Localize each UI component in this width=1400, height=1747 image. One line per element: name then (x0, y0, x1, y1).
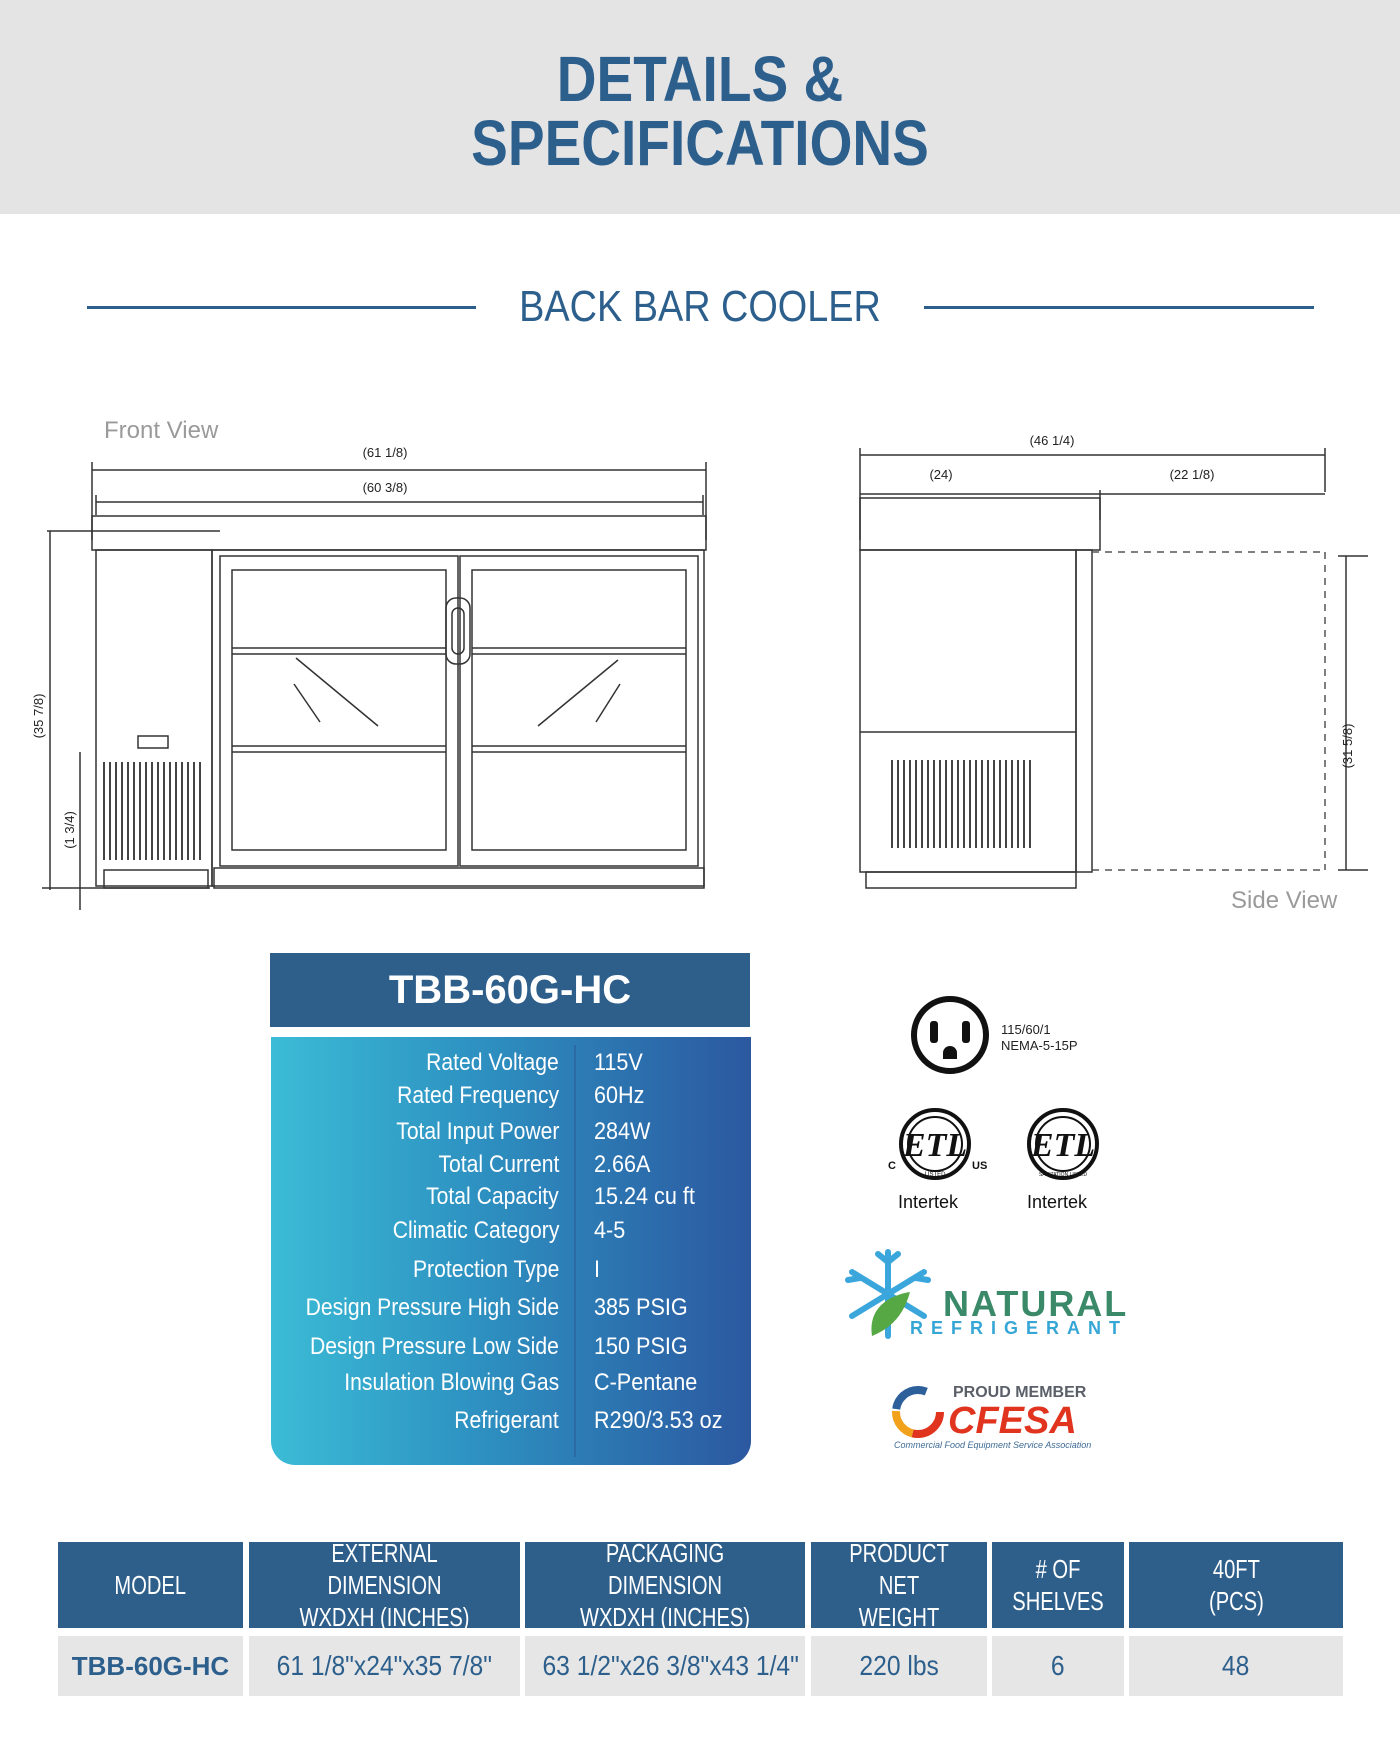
header-line: SHELVES (1012, 1586, 1104, 1616)
spec-value: 60Hz (594, 1082, 645, 1109)
spec-value: 2.66A (594, 1151, 651, 1178)
header-line: 40FT (1212, 1554, 1260, 1584)
spec-value: 150 PSIG (594, 1333, 688, 1360)
spec-value: 115V (594, 1049, 643, 1076)
etl-ring-text-2: SANITATION LISTED (1038, 1172, 1088, 1178)
spec-row (271, 1256, 751, 1290)
nema-plug-icon (910, 995, 990, 1075)
spec-row (271, 1294, 751, 1328)
dim-side-overall: (46 1/4) (1029, 433, 1075, 448)
spec-value: 4-5 (594, 1217, 626, 1244)
dim-front-base: (1 3/4) (62, 811, 77, 849)
front-view-drawing (42, 462, 706, 910)
spec-value: I (594, 1256, 601, 1283)
technical-drawings (0, 400, 1400, 920)
side-view-drawing (860, 448, 1368, 888)
side-grille (892, 760, 1030, 848)
natural-subtitle: REFRIGERANT (910, 1318, 1128, 1338)
table-header-40ft (1129, 1542, 1343, 1628)
spec-row (271, 1151, 751, 1185)
spec-value: 385 PSIG (594, 1294, 688, 1321)
header-line: WEIGHT (858, 1602, 940, 1632)
cfesa-swirl-icon (890, 1384, 946, 1440)
cfesa-subtitle: Commercial Food Equipment Service Association (894, 1440, 1092, 1450)
dim-side-cabinet: (24) (929, 467, 953, 482)
header-line: EXTERNAL DIMENSION (327, 1538, 442, 1600)
etl-us: US (972, 1160, 988, 1172)
table-header-packaging (525, 1538, 805, 1632)
header-line: # OF (1035, 1554, 1081, 1584)
spec-label: Total Capacity (426, 1183, 559, 1210)
dim-side-door: (22 1/8) (1169, 467, 1215, 482)
spec-model-title: TBB-60G-HC (270, 953, 750, 1027)
etl-sanitation-logo (1010, 1106, 1116, 1186)
table-cell-shelves: 6 (992, 1636, 1124, 1696)
spec-label: Rated Frequency (396, 1082, 559, 1109)
table-header-shelves (992, 1542, 1124, 1628)
spec-value: 15.24 cu ft (594, 1183, 695, 1210)
header-line: (PCS) (1208, 1586, 1264, 1616)
spec-value: R290/3.53 oz (594, 1407, 723, 1434)
header-line: PRODUCT NET (849, 1538, 949, 1600)
dim-front-overall: (61 1/8) (362, 445, 408, 460)
spec-row (271, 1049, 751, 1083)
header-line: MODEL (114, 1570, 187, 1600)
spec-label: Insulation Blowing Gas (344, 1369, 559, 1396)
spec-table (271, 1037, 751, 1465)
spec-row (271, 1183, 751, 1217)
header-line: WXDXH (INCHES) (299, 1602, 470, 1632)
spec-label: Design Pressure Low Side (310, 1333, 559, 1360)
dim-front-inner: (60 3/8) (362, 480, 408, 495)
spec-value: 284W (594, 1118, 651, 1145)
spec-value: C-Pentane (594, 1369, 698, 1396)
nema-line2: NEMA-5-15P (1001, 1038, 1078, 1053)
spec-label: Protection Type (412, 1256, 559, 1283)
etl-ring-text: LISTED (924, 1172, 946, 1178)
door-swing-outline (1092, 552, 1325, 870)
spec-row (271, 1217, 751, 1251)
natural-title: NATURAL (943, 1283, 1129, 1324)
table-cell-40ft: 48 (1129, 1636, 1343, 1696)
dim-side-height: (31 5/8) (1340, 723, 1355, 769)
spec-label: Total Input Power (395, 1118, 559, 1145)
table-header-weight (811, 1538, 987, 1632)
spec-label: Design Pressure High Side (305, 1294, 559, 1321)
side-view-label: Side View (1231, 887, 1338, 914)
section-rule-right (924, 306, 1314, 309)
nema-rating (1001, 1022, 1078, 1054)
spec-row (271, 1082, 751, 1116)
table-cell-weight: 220 lbs (811, 1636, 987, 1696)
nema-line1: 115/60/1 (1001, 1022, 1051, 1037)
etl-mark-2: ETL (1030, 1127, 1096, 1164)
front-grille (104, 762, 200, 860)
page-title-line1: DETAILS & (556, 43, 844, 115)
spec-row (271, 1118, 751, 1152)
table-cell-model: TBB-60G-HC (58, 1636, 243, 1696)
spec-row (271, 1369, 751, 1403)
table-header-model (58, 1542, 243, 1628)
dim-front-height: (35 7/8) (31, 693, 46, 739)
cfesa-name: CFESA (948, 1400, 1077, 1442)
header-line: WXDXH (INCHES) (579, 1602, 751, 1632)
cfesa-proud-member: PROUD MEMBER (953, 1384, 1087, 1401)
spec-label: Refrigerant (454, 1407, 559, 1434)
etl-c: C (888, 1160, 896, 1172)
header-line: PACKAGING DIMENSION (605, 1538, 725, 1600)
spec-label: Climatic Category (392, 1217, 559, 1244)
page-header (0, 0, 1400, 214)
spec-row (271, 1333, 751, 1367)
spec-row (271, 1407, 751, 1441)
intertek-right: Intertek (1027, 1192, 1088, 1212)
front-view-label: Front View (104, 417, 219, 444)
spec-label: Rated Voltage (426, 1049, 559, 1076)
etl-mark: ETL (902, 1127, 968, 1164)
table-cell-external: 61 1/8"x24"x35 7/8" (249, 1636, 520, 1696)
spec-label: Total Current (438, 1151, 559, 1178)
section-title: BACK BAR COOLER (519, 282, 881, 331)
etl-listed-logo (884, 1106, 990, 1186)
page-title-line2: SPECIFICATIONS (471, 107, 929, 179)
table-cell-packaging: 63 1/2"x26 3/8"x43 1/4" (525, 1636, 805, 1696)
table-header-external (249, 1538, 520, 1632)
intertek-left: Intertek (898, 1192, 959, 1212)
